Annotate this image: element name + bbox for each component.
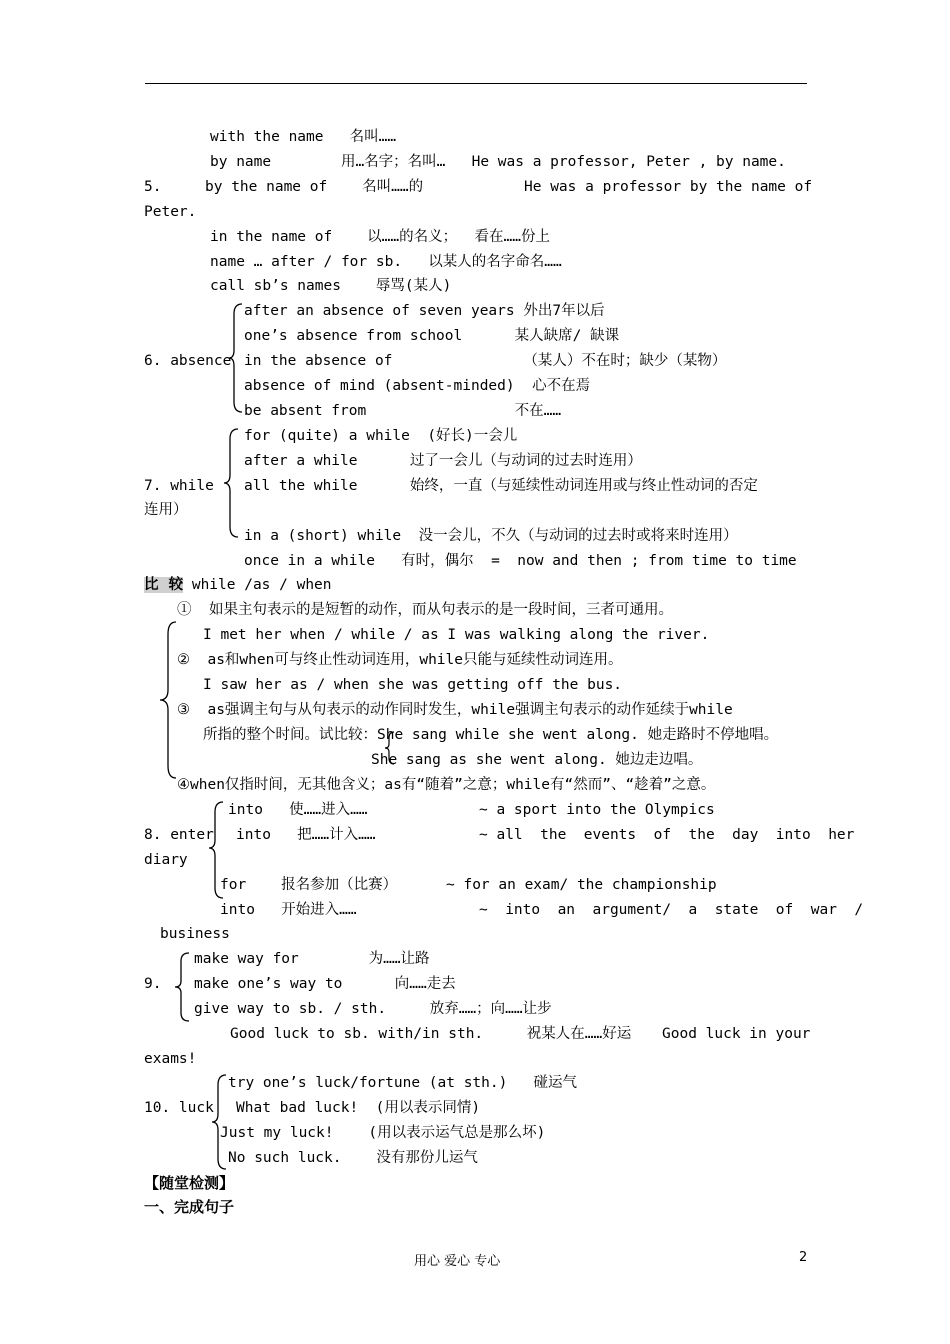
text-line: all the while 始终，一直（与延续性动词连用或与终止性动词的否定 <box>244 478 758 494</box>
text-line: absence of mind (absent-minded) 心不在焉 <box>244 378 591 394</box>
text-line: try one’s luck/fortune (at sth.) 碰运气 <box>228 1075 578 1091</box>
text-line: Good luck to sb. with/in sth. 祝某人在……好运 <box>230 1026 632 1042</box>
text-line: ④when仅指时间，无其他含义；as有“随着”之意；while有“然而”、“趁着”之意。 <box>177 777 716 793</box>
text-line: into 开始进入…… <box>220 902 357 918</box>
text-line: I saw her as / when she was getting off the bus. <box>203 677 623 693</box>
text-line: ~ all the events of the day into her <box>479 827 855 843</box>
text-line: She sang as she went along. 她边走边唱。 <box>371 752 703 768</box>
entry-number: 8. enter <box>144 827 214 843</box>
text-line: He was a professor by the name of <box>524 179 813 195</box>
text-line: Just my luck! (用以表示运气总是那么坏) <box>220 1125 546 1141</box>
text-line: call sb’s names 辱骂(某人) <box>210 278 452 294</box>
text-line: ① 如果主句表示的是短暂的动作，而从句表示的是一段时间，三者可通用。 <box>177 602 673 618</box>
brace-way <box>173 951 191 1023</box>
text-line: ~ into an argument/ a state of war / <box>479 902 864 918</box>
text-line: 连用） <box>144 502 188 518</box>
text-line: ② as和when可与终止性动词连用，while只能与延续性动词连用。 <box>177 652 623 668</box>
entry-number: 6. absence <box>144 353 232 369</box>
text-line: make one’s way to 向……走去 <box>194 976 456 992</box>
brace-while <box>222 427 240 539</box>
text-line: What bad luck! (用以表示同情) <box>236 1100 481 1116</box>
text-line: after a while 过了一会儿（与动词的过去时连用） <box>244 453 642 469</box>
entry-number: 7. while <box>144 478 214 494</box>
text-line: by name 用…名字；名叫… He was a professor, Peter , by name. <box>210 154 786 170</box>
text-line: with the name 名叫…… <box>210 129 397 145</box>
brace-example <box>384 730 396 766</box>
text-line: in a (short) while 没一会儿，不久（与动词的过去时或将来时连用） <box>244 528 738 544</box>
text-line: be absent from 不在…… <box>244 403 562 419</box>
text-line: I met her when / while / as I was walking along the river. <box>203 627 710 643</box>
compare-topic: while /as / when <box>183 577 332 593</box>
text-line: name … after / for sb. 以某人的名字命名…… <box>210 254 562 270</box>
text-line: ~ for an exam/ the championship <box>446 877 717 893</box>
text-line: Peter. <box>144 204 197 220</box>
text-line: ③ as强调主句与从句表示的动作同时发生，while强调主句表示的动作延续于while <box>177 702 733 718</box>
text-line: by the name of 名叫……的 <box>205 179 424 195</box>
text-line: exams! <box>144 1051 197 1067</box>
compare-section <box>144 576 332 594</box>
subsection-heading: 一、完成句子 <box>144 1198 235 1216</box>
text-line: one’s absence from school 某人缺席/ 缺课 <box>244 328 620 344</box>
text-line: business <box>160 926 230 942</box>
text-line: into 使……进入…… <box>228 802 368 818</box>
text-line: in the name of 以……的名义； 看在……份上 <box>210 229 551 245</box>
text-line: for (quite) a while (好长)一会儿 <box>244 428 518 444</box>
text-line: ~ a sport into the Olympics <box>479 802 715 818</box>
text-line: for 报名参加（比赛） <box>220 877 398 893</box>
text-line: into 把……计入…… <box>236 827 376 843</box>
header-rule <box>145 83 807 84</box>
text-line: give way to sb. / sth. 放弃……；向……让步 <box>194 1001 552 1017</box>
text-line: No such luck. 没有那份儿运气 <box>228 1150 478 1166</box>
entry-number: 10. luck <box>144 1100 214 1116</box>
text-line: once in a while 有时，偶尔 = now and then ; from time to time <box>244 553 797 569</box>
brace-luck <box>210 1073 228 1171</box>
page-number: 2 <box>799 1250 808 1265</box>
text-line: in the absence of （某人）不在时；缺少（某物） <box>244 353 727 369</box>
text-line: diary <box>144 852 188 868</box>
text-line: make way for 为……让路 <box>194 951 430 967</box>
entry-number: 9. <box>144 976 162 992</box>
text-line: after an absence of seven years 外出7年以后 <box>244 303 605 319</box>
compare-label: 比 较 <box>144 577 184 593</box>
section-heading: 【随堂检测】 <box>144 1174 235 1192</box>
text-line: 所指的整个时间。试比较：She sang while she went along. 她走路时不停地唱。 <box>203 727 779 743</box>
text-line: Good luck in your <box>662 1026 811 1042</box>
brace-compare <box>158 620 178 780</box>
entry-number: 5. <box>144 179 162 195</box>
footer-text: 用心 爱心 专心 <box>414 1254 501 1269</box>
